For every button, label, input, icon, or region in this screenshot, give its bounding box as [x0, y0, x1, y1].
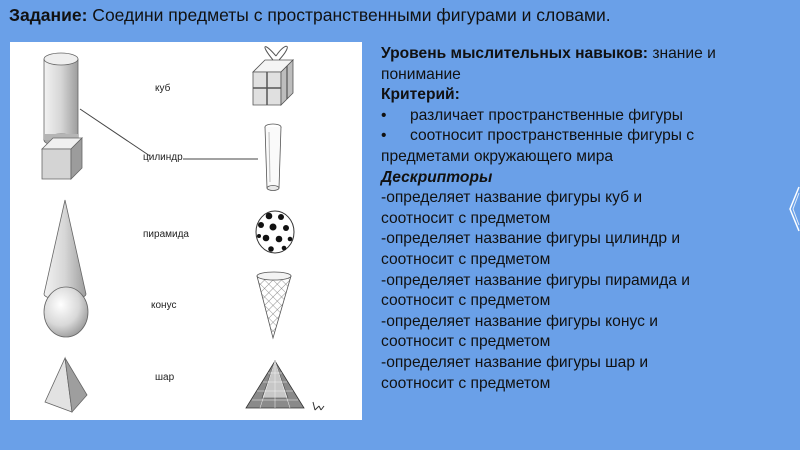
gift-box-icon [253, 46, 293, 105]
word-cone: конус [151, 300, 177, 311]
descriptor-line: -определяет название фигуры конус и [381, 312, 658, 330]
pyramid-icon [45, 358, 87, 412]
criterion-label [381, 85, 791, 106]
bullet-icon: • [381, 106, 387, 124]
task-text: Соедини предметы с пространственными фигурами и словами. [87, 5, 611, 25]
descriptor-line: -определяет название фигуры куб и [381, 189, 643, 207]
word-cube: куб [155, 83, 171, 94]
descriptor-line: соотносит с предметом [381, 250, 551, 268]
task-label: Задание: [9, 5, 88, 25]
descriptor-line: -определяет название фигуры шар и [381, 353, 649, 371]
criterion-item-2 [381, 126, 791, 147]
glass-tube-icon [265, 124, 281, 191]
descriptor-line: соотносит с предметом [381, 333, 551, 351]
ice-cream-cone-icon [257, 272, 291, 338]
cone-icon [44, 200, 86, 300]
criterion-label-text: Критерий: [381, 86, 460, 104]
cylinder-icon [44, 53, 78, 146]
level-text-continued: понимание [381, 65, 461, 83]
bullet-icon: • [381, 127, 387, 145]
task-title [9, 5, 789, 26]
worksheet-image [10, 42, 362, 420]
criterion-text-2b: предметами окружающего мира [381, 147, 614, 165]
descriptor-line: соотносит с предметом [381, 292, 551, 310]
assessment-panel [381, 44, 791, 394]
cube-icon [42, 138, 82, 179]
level-text: знание и [648, 45, 716, 62]
descriptor-line: -определяет название фигуры пирамида и [381, 271, 690, 289]
word-pyramid: пирамида [143, 229, 189, 240]
glass-pyramid-icon [246, 361, 304, 408]
pen-mark-icon [313, 402, 324, 410]
polka-dot-ball-icon [256, 211, 294, 253]
criterion-text-1: различает пространственные фигуры [410, 106, 683, 124]
sphere-icon [44, 287, 88, 337]
deco-chevron-icon [784, 185, 800, 233]
descriptors-label: Дескрипторы [381, 168, 493, 186]
criterion-text-2a: соотносит пространственные фигуры с [410, 127, 695, 145]
criterion-item-1 [381, 106, 791, 127]
descriptor-line: -определяет название фигуры цилиндр и [381, 230, 681, 248]
level-line [381, 44, 791, 65]
word-cylinder: цилиндр [143, 152, 183, 163]
descriptor-line: соотносит с предметом [381, 374, 551, 392]
descriptor-line: соотносит с предметом [381, 209, 551, 227]
level-label: Уровень мыслительных навыков: [381, 45, 649, 62]
word-sphere: шар [155, 372, 175, 383]
